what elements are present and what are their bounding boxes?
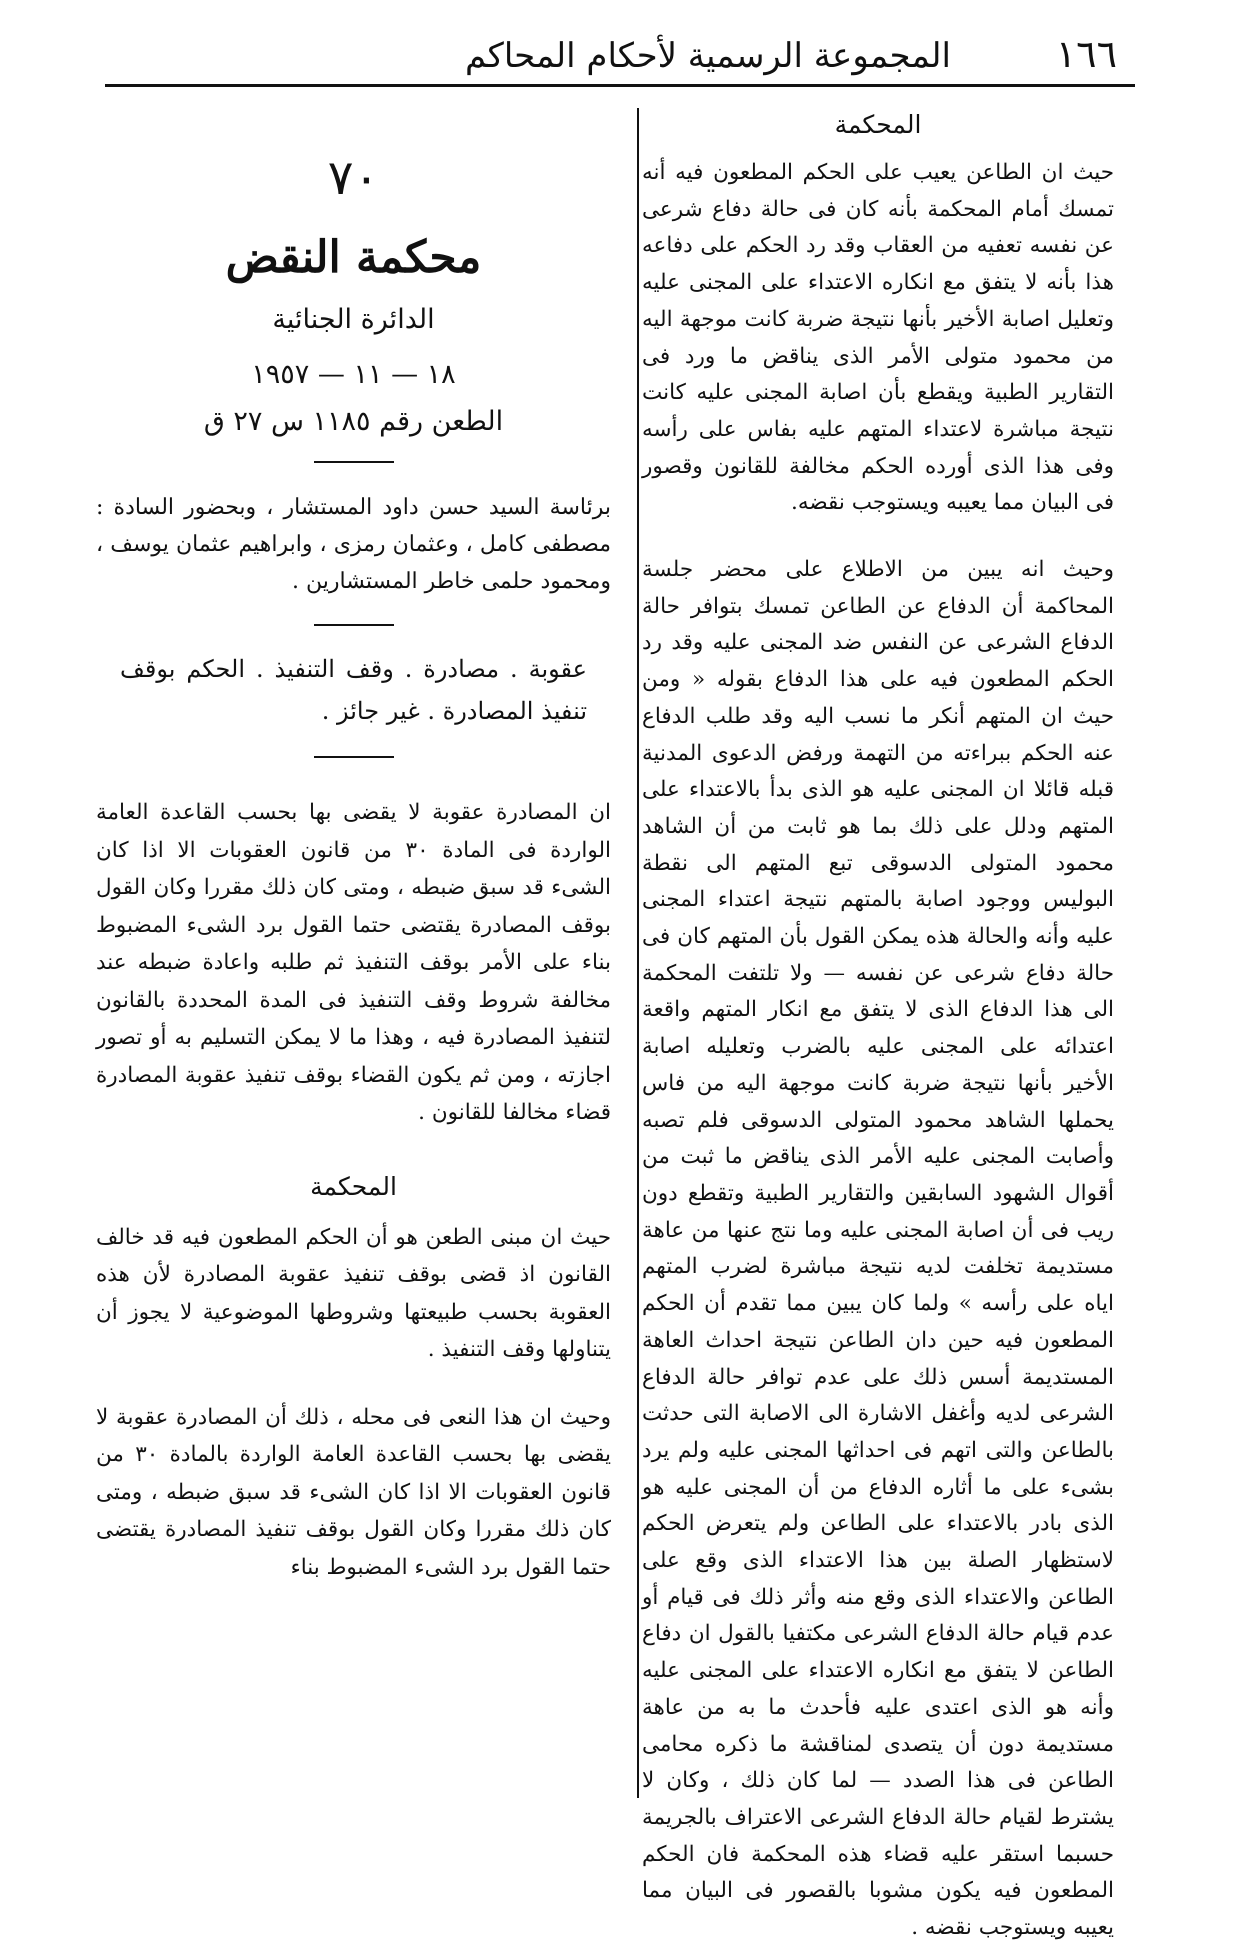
paragraph-spacer [642, 522, 1114, 552]
keywords: عقوبة . مصادرة . وقف التنفيذ . الحكم بوقف تنفيذ المصادرة . غير جائز . [120, 655, 587, 725]
circuit-name: الدائرة الجنائية [272, 304, 435, 335]
appeal-number: الطعن رقم ١١٨٥ س ٢٧ ق [203, 406, 504, 437]
paragraph-spacer [96, 1369, 611, 1399]
divider-rule [314, 461, 394, 463]
body-paragraph: وحيث انه يبين من الاطلاع على محضر جلسة المحاكمة أن الدفاع عن الطاعن تمسك بتوافر حالة الدفاع الشرعى عن النفس ضد المجنى عليه وقد رد الحكم المطعون فيه على هذا الدفاع بقوله « ومن حيث ان المتهم أنكر ما نسب اليه وقد طلب الدفاع عنه الحكم ببراءته من التهمة ورفض الدعوى المدنية قبله قائلا ان المجنى عليه هو الذى بدأ بالاعتداء على المتهم ودلل على ذلك بما هو ثابت من أن الشاهد محمود المتولى الدسوقى تبع المتهم الى نقطة البوليس ووجود اصابة بالمتهم نتيجة اعتداء المجنى عليه وأنه والحالة هذه يمكن القول بأن المتهم كان فى حالة دفاع شرعى عن نفسه — ولا تلتفت المحكمة الى هذا الدفاع الذى لا يتفق مع انكار المتهم واقعة اعتدائه على المجنى عليه بالضرب وتعليله اصابة الأخير بأنها نتيجة ضربة كانت موجهة اليه من فاس يحملها الشاهد محمود المتولى الدسوقى فلم تصبه وأصابت المجنى عليه الأمر الذى يناقض ما ثبت من أقوال الشهود السابقين والتقارير الطبية وتقطع دون ريب فى أن اصابة المجنى عليه وما نتج عنها من عاهة مستديمة تخلفت لديه نتيجة مباشرة لضرب المتهم اياه على رأسه » ولما كان يبين مما تقدم أن الحكم المطعون فيه حين دان الطاعن نتيجة احداث العاهة المستديمة أسس ذلك على عدم توافر حالة الدفاع الشرعى لديه وأغفل الاشارة الى الاصابة التى حدثت بالطاعن والتى اتهم فى احداثها المجنى عليه ولم يرد بشىء على ما أثاره الدفاع من أن المجنى عليه هو الذى بادر بالاعتداء على الطاعن ولم يتعرض الحكم لاستظهار الصلة بين هذا الاعتداء الذى وقع على الطاعن والاعتداء الذى وقع منه وأثر ذلك فى قيام أو عدم قيام حالة الدفاع الشرعى مكتفيا بالقول ان دفاع الطاعن لا يتفق مع انكاره الاعتداء على المجنى عليه وأنه هو الذى اعتدى عليه فأحدث ما به من عاهة مستديمة دون أن يتصدى لمناقشة ما ذكره محامى الطاعن فى هذا الصدد — لما كان ذلك ، وكان لا يشترط لقيام حالة الدفاع الشرعى الاعتراف بالجريمة حسبما استقر عليه قضاء هذه المحكمة فان الحكم المطعون فيه يكون مشوبا بالقصور فى البيان مما يعيبه ويستوجب نقضه . [642, 557, 1115, 1941]
bench-composition: برئاسة السيد حسن داود المستشار ، وبحضور السادة : مصطفى كامل ، وعثمان رمزى ، وابراهيم عثمان يوسف ، ومحمود حلمى خاطر المستشارين . [96, 495, 611, 594]
page-number: ١٦٦ [1055, 32, 1117, 76]
body-paragraph: حيث ان الطاعن يعيب على الحكم المطعون فيه أنه تمسك أمام المحكمة بأنه كان فى حالة دفاع شرعى عن نفسه تعفيه من العقاب وقد رد الحكم على دفاعه هذا بأنه لا يتفق مع انكاره الاعتداء على المجنى عليه وتعليل اصابة الأخير بأنها نتيجة ضربة كانت موجهة اليه من محمود متولى الأمر الذى يناقض ما ورد فى التقارير الطبية ويقطع بأن اصابة المجنى عليه كانت نتيجة مباشرة لاعتداء المتهم عليه بفاس على رأسه وفى هذا الذى أورده الحكم مخالفة للقانون وقصور فى البيان مما يعيبه ويستوجب نقضه. [642, 160, 1114, 516]
column-divider [637, 108, 639, 1798]
right-column [642, 110, 1114, 1947]
page-header [105, 22, 1135, 80]
body-paragraph: وحيث ان هذا النعى فى محله ، ذلك أن المصادرة عقوبة لا يقضى بها بحسب القاعدة العامة الواردة بالمادة ٣٠ من قانون العقوبات الا اذا كان الشىء قد سبق ضبطه ، ومتى كان ذلك مقررا وكان القول بوقف تنفيذ المصادرة يقتضى حتما القول برد الشىء المضبوط بناء [96, 1404, 611, 1580]
divider-rule [314, 756, 394, 758]
left-column [96, 150, 611, 1586]
court-section-heading: المحكمة [310, 1171, 397, 1201]
court-section-heading: المحكمة [834, 110, 922, 139]
body-paragraph: حيث ان مبنى الطعن هو أن الحكم المطعون فيه قد خالف القانون اذ قضى بوقف تنفيذ عقوبة المصادرة لأن هذه العقوبة بحسب طبيعتها وشروطها الموضوعية لا يجوز أن يتناولها وقف التنفيذ . [96, 1224, 611, 1362]
running-title: المجموعة الرسمية لأحكام المحاكم [465, 36, 951, 76]
case-number: ٧٠ [327, 150, 380, 206]
legal-principle: ان المصادرة عقوبة لا يقضى بها بحسب القاعدة العامة الواردة فى المادة ٣٠ من قانون العقوبات الا اذا كان الشىء قد سبق ضبطه ، ومتى كان ذلك مقررا وكان القول بوقف المصادرة يقتضى حتما القول برد الشىء المضبوط بناء على الأمر بوقف التنفيذ ثم طلبه واعادة ضبطه عند مخالفة شروط وقف التنفيذ فى المدة المحددة بالقانون لتنفيذ المصادرة فيه ، وهذا ما لا يمكن التسليم به أو تصور اجازته ، ومن ثم يكون القضاء بوقف تنفيذ عقوبة المصادرة قضاء مخالفا للقانون . [96, 800, 612, 1125]
court-name: محكمة النقض [225, 232, 482, 283]
header-rule [105, 84, 1135, 87]
divider-rule [314, 624, 394, 626]
judgment-date: ١٨ — ١١ — ١٩٥٧ [251, 359, 456, 390]
